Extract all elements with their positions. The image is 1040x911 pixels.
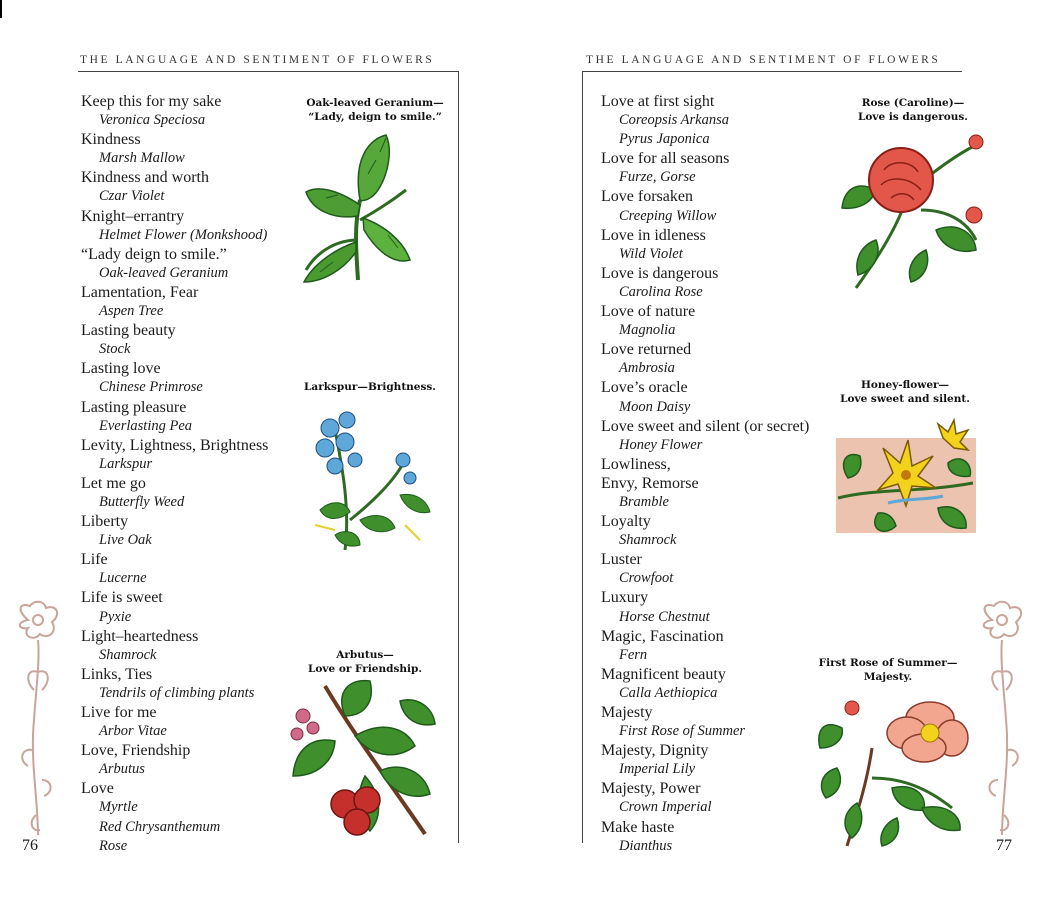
entry-term: Envy, Remorse — [601, 474, 699, 492]
entry — [81, 665, 268, 703]
arbutus-illustration — [285, 676, 440, 836]
entry — [601, 627, 809, 665]
entry — [601, 187, 809, 225]
entry-flower: Crown Imperial — [619, 799, 712, 816]
entry-term: Love is dangerous — [601, 264, 719, 282]
entry-term: Liberty — [81, 513, 129, 531]
entry-term: Kindness — [81, 131, 141, 149]
entry-flower: Honey Flower — [619, 436, 703, 453]
entry-flower: Helmet Flower (Monkshood) — [99, 226, 268, 243]
entry — [81, 779, 268, 855]
entry-list-right — [601, 92, 809, 856]
entry-term: Kindness and worth — [81, 169, 209, 187]
caption-line: Love is dangerous. — [858, 111, 968, 123]
entry-term: Life is sweet — [81, 589, 163, 607]
entry-flower: Butterfly Weed — [99, 493, 185, 510]
entry-flower: Carolina Rose — [619, 283, 703, 300]
carolina-rose-illustration — [836, 130, 986, 290]
entry-term: Life — [81, 551, 108, 569]
entry — [81, 398, 268, 436]
entry-flower: Red Chrysanthemum — [99, 818, 221, 835]
caption-arbutus — [300, 648, 430, 676]
entry-flower: Everlasting Pea — [99, 417, 193, 434]
entry-term: Love sweet and silent (or secret) — [601, 417, 810, 435]
entry-term: Majesty, Dignity — [601, 742, 709, 760]
entry — [81, 245, 268, 283]
entry-flower: Magnolia — [619, 322, 676, 339]
entry-flower: Larkspur — [99, 455, 153, 472]
entry-term: Lasting love — [81, 360, 161, 378]
entry-flower: Arbutus — [99, 761, 145, 778]
entry — [81, 207, 268, 245]
entry-term: Love of nature — [601, 303, 696, 321]
entry-flower: Ambrosia — [619, 360, 675, 377]
entry-term: Lasting beauty — [81, 322, 176, 340]
caption-line: First Rose of Summer— — [818, 657, 958, 669]
entry-term: Lamentation, Fear — [81, 283, 199, 301]
entry-term: Majesty — [601, 704, 653, 721]
entry-flower: Aspen Tree — [99, 303, 164, 320]
entry-flower: Horse Chestnut — [619, 608, 710, 625]
entry — [601, 779, 809, 817]
caption-line: Love or Friendship. — [308, 663, 422, 675]
caption-larkspur — [300, 380, 440, 394]
entry-term: Let me go — [81, 474, 146, 492]
entry-flower: Shamrock — [99, 646, 157, 663]
entry-term: Make haste — [601, 818, 675, 836]
entry-term: Lowliness, — [601, 455, 671, 473]
entry-term: Majesty, Power — [601, 780, 701, 798]
entry-flower: Myrtle — [99, 799, 138, 816]
entry-flower: Calla Aethiopica — [619, 684, 718, 701]
entry-term: Magnificent beauty — [601, 665, 726, 683]
entry-term: Love’s oracle — [601, 379, 688, 397]
entry-flower: Dianthus — [619, 837, 673, 854]
entry — [81, 474, 268, 512]
caption-line: Love sweet and silent. — [840, 393, 970, 405]
entry-flower: Shamrock — [619, 532, 677, 549]
caption-carolina-rose — [838, 96, 988, 124]
entry-term: Live for me — [81, 704, 157, 721]
entry-term: Light–heartedness — [81, 627, 199, 645]
entry-flower: Pyxie — [99, 608, 132, 625]
entry-flower: Bramble — [619, 493, 669, 510]
entry-flower: Fern — [619, 646, 648, 663]
entry — [601, 378, 809, 416]
entry-term: Links, Ties — [81, 665, 153, 683]
entry-flower: Oak-leaved Geranium — [99, 264, 229, 281]
entry-flower: Pyrus Japonica — [619, 131, 710, 148]
entry — [601, 302, 809, 340]
entry-term: Love — [81, 780, 114, 798]
floral-ornament-right — [972, 600, 1032, 840]
entry-flower: Live Oak — [99, 532, 152, 549]
entry-flower: Czar Violet — [99, 188, 165, 205]
entry-flower: Coreopsis Arkansa — [619, 112, 729, 129]
entry-term: Magic, Fascination — [601, 627, 724, 645]
entry — [601, 588, 809, 626]
caption-line: Rose (Caroline)— — [861, 97, 965, 109]
running-header-right: THE LANGUAGE AND SENTIMENT OF FLOWERS — [586, 54, 941, 66]
entry-term: Love for all seasons — [601, 150, 730, 168]
header-rule-left — [78, 71, 458, 72]
entry — [81, 512, 268, 550]
entry-flower: Marsh Mallow — [99, 150, 185, 167]
entry-term: Loyalty — [601, 513, 651, 531]
larkspur-illustration — [305, 400, 440, 555]
entry — [81, 359, 268, 397]
entry-flower: Creeping Willow — [619, 207, 717, 224]
entry — [601, 741, 809, 779]
entry-term: Lasting pleasure — [81, 398, 187, 416]
entry-term: Love, Friendship — [81, 742, 191, 760]
entry-flower: Imperial Lily — [619, 761, 696, 778]
header-rule-right — [582, 71, 962, 72]
entry — [601, 474, 809, 512]
entry-flower: Rose — [99, 837, 128, 854]
entry-flower: Tendrils of climbing plants — [99, 684, 255, 701]
caption-oak-geranium — [300, 96, 450, 124]
entry — [81, 321, 268, 359]
entry — [601, 550, 809, 588]
page-number-right: 77 — [996, 837, 1012, 854]
column-rule-left — [458, 71, 459, 843]
entry — [601, 818, 809, 856]
caption-line: Larkspur—Brightness. — [304, 381, 436, 393]
entry-flower: Furze, Gorse — [619, 169, 696, 186]
entry-list-left — [81, 92, 268, 856]
floral-ornament-left — [8, 600, 68, 840]
entry-term: “Lady deign to smile.” — [81, 245, 227, 263]
entry — [81, 550, 268, 588]
entry — [81, 627, 268, 665]
entry-flower: Lucerne — [99, 570, 147, 587]
entry — [81, 92, 268, 130]
entry-term: Keep this for my sake — [81, 93, 222, 110]
entry-flower: Moon Daisy — [619, 398, 691, 415]
entry-term: Love in idleness — [601, 226, 706, 244]
entry — [601, 703, 809, 741]
entry — [601, 92, 809, 149]
entry-flower: Veronica Speciosa — [99, 112, 206, 129]
entry-flower: Crowfoot — [619, 570, 674, 587]
entry-term: Levity, Lightness, Brightness — [81, 436, 269, 454]
column-rule-right — [582, 71, 583, 843]
entry — [601, 340, 809, 378]
entry — [81, 168, 268, 206]
entry-flower: Chinese Primrose — [99, 379, 203, 396]
entry — [601, 665, 809, 703]
entry-flower: Arbor Vitae — [99, 723, 167, 740]
entry — [601, 226, 809, 264]
entry — [81, 588, 268, 626]
entry-term: Luster — [601, 551, 642, 569]
first-rose-of-summer-illustration — [812, 688, 970, 848]
entry — [81, 130, 268, 168]
entry-term: Love forsaken — [601, 188, 693, 206]
entry — [81, 703, 268, 741]
entry — [601, 149, 809, 187]
caption-honey-flower — [830, 378, 980, 406]
right-page — [520, 0, 1040, 911]
entry — [601, 455, 809, 474]
entry-term: Love returned — [601, 341, 692, 359]
entry-term: Knight–errantry — [81, 207, 185, 225]
entry — [81, 741, 268, 779]
caption-line: Oak-leaved Geranium— — [306, 97, 444, 109]
honey-flower-illustration — [828, 418, 978, 543]
entry — [601, 512, 809, 550]
caption-first-rose-summer — [818, 656, 958, 684]
caption-line: Arbutus— — [336, 649, 394, 661]
caption-line: Majesty. — [863, 671, 913, 683]
running-header-left: THE LANGUAGE AND SENTIMENT OF FLOWERS — [80, 54, 435, 66]
entry-flower: Stock — [99, 341, 131, 358]
caption-line: Honey-flower— — [860, 379, 950, 391]
entry — [601, 417, 809, 455]
entry-term: Luxury — [601, 589, 649, 607]
caption-line: “Lady, deign to smile.” — [308, 111, 442, 123]
entry — [81, 283, 268, 321]
oak-leaved-geranium-illustration — [298, 130, 418, 288]
entry-flower: Wild Violet — [619, 245, 683, 262]
entry-flower: First Rose of Summer — [619, 723, 746, 740]
page-number-left: 76 — [22, 837, 38, 854]
entry — [601, 264, 809, 302]
entry-term: Love at first sight — [601, 93, 715, 110]
entry — [81, 436, 268, 474]
